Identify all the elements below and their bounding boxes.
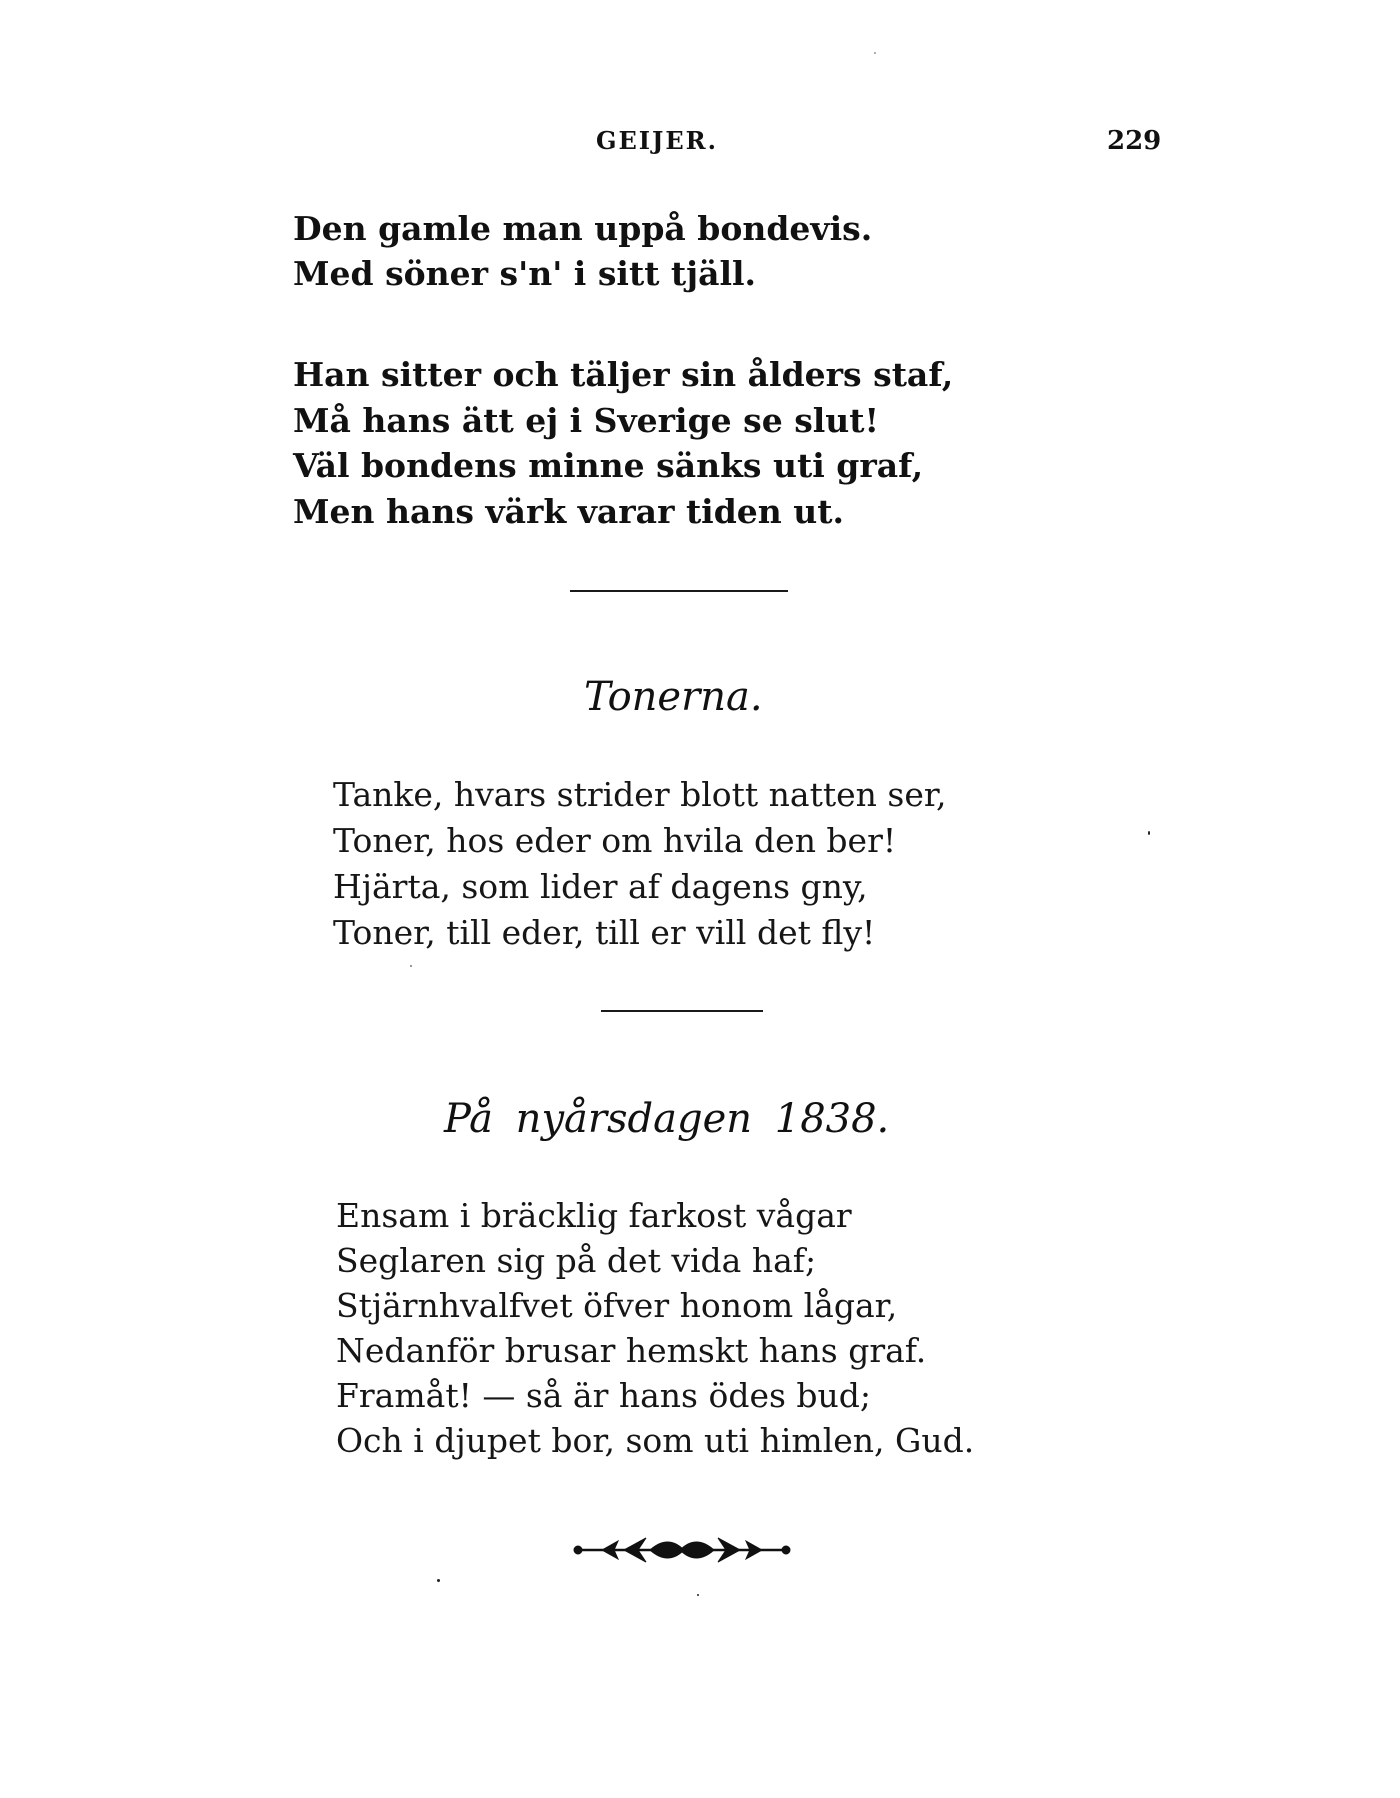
- verse-line: Och i djupet bor, som uti himlen, Gud.: [336, 1421, 975, 1460]
- stanza-continued: [293, 206, 872, 296]
- print-speck: [697, 1594, 699, 1596]
- verse-line: Toner, till eder, till er vill det fly!: [333, 913, 876, 952]
- verse-line: Stjärnhvalfvet öfver honom lågar,: [336, 1286, 898, 1325]
- poem-title: Tonerna.: [584, 674, 763, 720]
- section-divider: [601, 1010, 763, 1012]
- verse-line: Men hans värk varar tiden ut.: [293, 491, 844, 531]
- verse-line: Tanke, hvars strider blott natten ser,: [333, 775, 947, 814]
- print-speck: [1148, 831, 1150, 835]
- verse-line: Må hans ätt ej i Sverige se slut!: [293, 400, 880, 440]
- print-speck: [874, 52, 876, 54]
- verse-line: Hjärta, som lider af dagens gny,: [333, 867, 868, 906]
- page-number: 229: [1107, 126, 1162, 156]
- poem-stanza: [333, 772, 946, 956]
- poem-stanza: [336, 1193, 974, 1463]
- print-speck: [437, 1579, 440, 1582]
- verse-line: Nedanför brusar hemskt hans graf.: [336, 1331, 927, 1370]
- poem-title: På nyårsdagen 1838.: [444, 1096, 890, 1142]
- verse-line: Med söner s'n' i sitt tjäll.: [293, 254, 757, 293]
- verse-line: Han sitter och täljer sin ålders staf,: [293, 355, 954, 394]
- fleuron-ornament-icon: [572, 1530, 792, 1570]
- verse-line: Den gamle man uppå bondevis.: [293, 209, 873, 248]
- stanza-final: [293, 352, 953, 534]
- verse-line: Framåt! — så är hans ödes bud;: [336, 1376, 872, 1415]
- section-divider: [570, 590, 788, 592]
- print-speck: [410, 965, 412, 967]
- verse-line: Toner, hos eder om hvila den ber!: [333, 821, 897, 860]
- running-head: [0, 126, 1400, 162]
- verse-line: Seglaren sig på det vida haf;: [336, 1241, 817, 1280]
- verse-line: Väl bondens minne sänks uti graf,: [293, 446, 924, 485]
- running-title: GEIJER.: [596, 126, 718, 155]
- verse-line: Ensam i bräcklig farkost vågar: [336, 1196, 852, 1235]
